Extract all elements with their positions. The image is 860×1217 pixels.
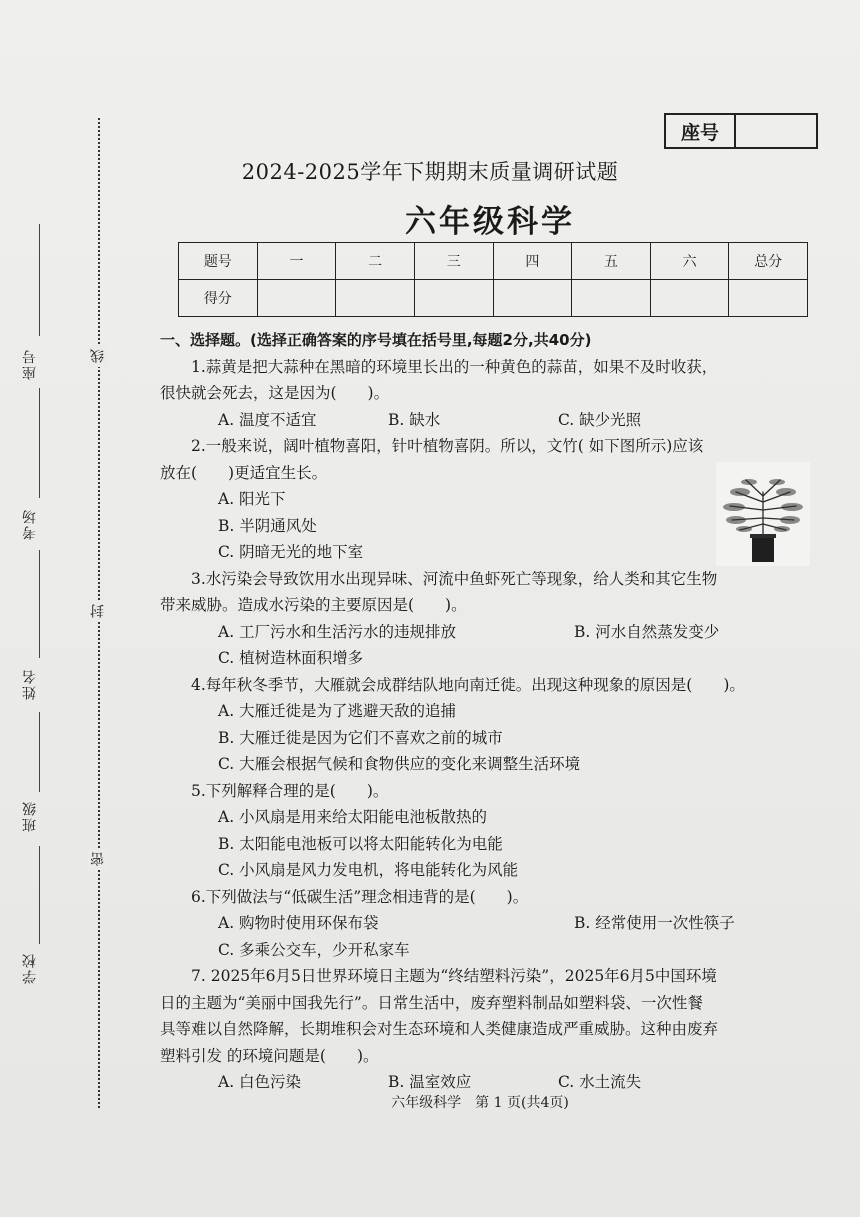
binding-class-label: 班级 (22, 800, 38, 832)
score-cell: 四 (493, 243, 572, 280)
binding-name-field (0, 668, 60, 700)
option-a: A. 白色污染 (218, 1073, 302, 1091)
option-b: B. 河水自然蒸发变少 (574, 622, 720, 641)
option-a: A. 温度不适宜 (218, 410, 317, 429)
score-cell: 题号 (179, 243, 258, 280)
option-c: C. 水土流失 (558, 1073, 642, 1091)
option-b: B. 半阴通风处 (218, 516, 317, 535)
score-cell: 二 (336, 243, 415, 280)
seat-number-box (664, 113, 818, 149)
question-6-line-1: 6.下列做法与“低碳生活”理念相违背的是( )。 (191, 887, 529, 906)
exam-subject: 六年级科学 (405, 204, 575, 240)
asparagus-fern-image (716, 462, 810, 566)
question-5-line-1: 5.下列解释合理的是( )。 (191, 781, 389, 800)
binding-class-field (0, 800, 60, 832)
question-1-line-2: 很快就会死去，这是因为( )。 (160, 384, 390, 402)
score-input-cell (336, 280, 415, 317)
question-6-options (160, 910, 828, 937)
binding-seat-label: 座号 (22, 348, 38, 380)
option-c: C. 大雁会根据气候和食物供应的变化来调整生活环境 (218, 755, 581, 773)
question-2-line-1: 2.一般来说，阔叶植物喜阳，针叶植物喜阴。所以，文竹( 如下图所示)应该 (191, 437, 704, 455)
score-cell: 五 (572, 243, 651, 280)
question-3-line-2: 带来威胁。造成水污染的主要原因是( )。 (160, 596, 467, 614)
option-a: A. 购物时使用环保布袋 (218, 914, 379, 932)
score-input-cell (729, 280, 808, 317)
exam-title: 2024-2025学年下期期末质量调研试题 (241, 160, 619, 184)
option-c: C. 阴暗无光的地下室 (218, 543, 364, 561)
binding-mark-line: 线 (88, 345, 108, 367)
question-3-options (160, 619, 828, 646)
score-input-cell (414, 280, 493, 317)
score-input-cell (257, 280, 336, 317)
question-2-line-2: 放在( )更适宜生长。 (160, 463, 328, 482)
question-4-line-1: 4.每年秋冬季节，大雁就会成群结队地向南迁徙。出现这种现象的原因是( )。 (191, 675, 745, 694)
option-b: B. 太阳能电池板可以将太阳能转化为电能 (218, 834, 503, 853)
question-7-line-2: 日的主题为“美丽中国我先行”。日常生活中，废弃塑料制品如塑料袋、一次性餐 (160, 993, 703, 1012)
binding-room-label: 考场 (22, 508, 38, 540)
option-b: B. 大雁迁徙是因为它们不喜欢之前的城市 (218, 728, 503, 747)
option-c: C. 多乘公交车，少开私家车 (218, 940, 410, 959)
score-input-cell (493, 280, 572, 317)
option-a: A. 阳光下 (218, 490, 286, 508)
section-heading: 一、选择题。(选择正确答案的序号填在括号里,每题2分,共40分) (160, 331, 592, 349)
binding-name-label: 姓名 (22, 668, 38, 700)
question-content (160, 327, 828, 1096)
option-b: B. 经常使用一次性筷子 (574, 914, 735, 932)
option-c: C. 小风扇是风力发电机，将电能转化为风能 (218, 861, 519, 879)
binding-school-field (0, 952, 60, 984)
option-c: C. 缺少光照 (558, 410, 642, 429)
question-7-line-1: 7. 2025年6月5日世界环境日主题为“终结塑料污染”，2025年6月5中国环境 (191, 967, 717, 985)
seat-number-value (736, 115, 816, 147)
score-table-header-row (179, 243, 808, 280)
binding-mark-seal: 封 (88, 600, 108, 622)
option-a: A. 大雁迁徙是为了逃避天敌的追捕 (218, 702, 457, 720)
option-a: A. 小风扇是用来给太阳能电池板散热的 (218, 808, 488, 826)
score-table (178, 242, 808, 317)
score-cell: 六 (650, 243, 729, 280)
binding-seat-field (0, 348, 60, 380)
score-table-score-row (179, 280, 808, 317)
score-cell: 三 (414, 243, 493, 280)
question-7-line-3: 具等难以自然降解，长期堆积会对生态环境和人类健康造成严重威胁。这种由废弃 (160, 1020, 719, 1038)
question-7-line-4: 塑料引发 的环境问题是( )。 (160, 1046, 379, 1065)
score-input-cell (572, 280, 651, 317)
question-1-options (160, 407, 828, 434)
page-footer: 六年级科学 第 1 页(共4页) (391, 1095, 569, 1111)
score-cell: 一 (257, 243, 336, 280)
option-b: B. 缺水 (388, 410, 441, 429)
score-cell: 得分 (179, 280, 258, 317)
question-1-line-1: 1.蒜黄是把大蒜种在黑暗的环境里长出的一种黄色的蒜苗，如果不及时收获， (191, 357, 718, 376)
option-a: A. 工厂污水和生活污水的违规排放 (218, 622, 457, 641)
score-cell: 总分 (729, 243, 808, 280)
binding-room-field (0, 508, 60, 540)
option-b: B. 温室效应 (388, 1073, 472, 1091)
seat-number-label: 座号 (666, 115, 736, 147)
binding-mark-secret: 密 (88, 848, 108, 870)
question-3-line-1: 3.水污染会导致饮用水出现异味、河流中鱼虾死亡等现象，给人类和其它生物 (191, 569, 718, 588)
binding-school-label: 学校 (22, 952, 38, 984)
option-c: C. 植树造林面积增多 (218, 649, 364, 667)
score-input-cell (650, 280, 729, 317)
